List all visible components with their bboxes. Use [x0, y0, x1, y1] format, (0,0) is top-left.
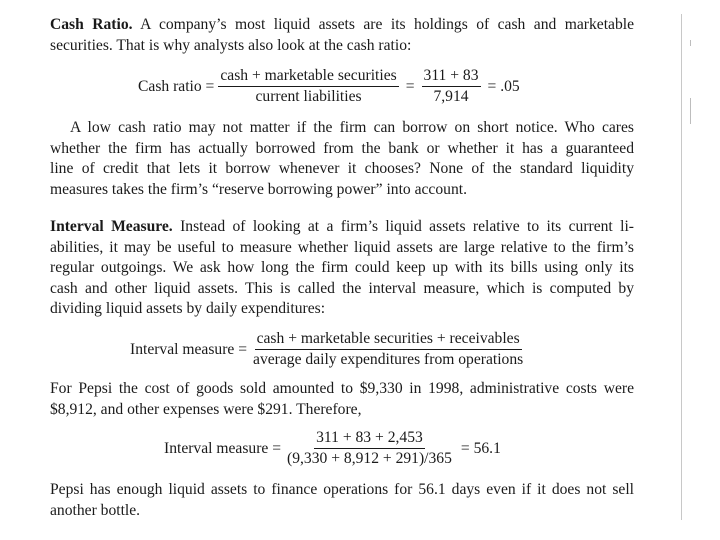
- equation-label: Interval measure =: [130, 340, 248, 358]
- pepsi-values-fraction: [285, 429, 454, 468]
- equation-label: Cash ratio =: [138, 77, 215, 95]
- fraction-denominator: 7,914: [433, 88, 469, 105]
- cash-ratio-followup: A low cash ratio may not matter if the firm can borrow on short notice. Who cares whether the firm has actually borrowed from the bank or whether it has a guaranteed line of credit that lets it borrow whenever it chooses? None of the standard liquidity measures takes the firm’s “reserve borrowing power” into account.: [50, 119, 634, 198]
- cash-ratio-intro: Cash Ratio. A company’s most liquid assets are its holdings of cash and marketable securities. That is why analysts also look at the cash ratio:: [50, 16, 635, 54]
- cash-ratio-values-fraction: [422, 67, 481, 106]
- fraction-denominator: current liabilities: [255, 88, 362, 105]
- fraction-denominator: average daily expenditures from operations: [253, 351, 524, 368]
- page-edge-mark: [690, 40, 691, 46]
- fraction-numerator: cash + marketable securities: [218, 67, 398, 87]
- cash-ratio-heading: Cash Ratio.: [50, 16, 133, 33]
- interval-measure-formula-fraction: [251, 330, 525, 369]
- fraction-numerator: 311 + 83: [422, 67, 481, 87]
- interval-measure-intro: Interval Measure. Instead of looking at a firm’s liquid assets relative to its current li- abilities, it may be useful to measure whether liquid assets are large relative to the firm’s regular outgoings. We ask how long the firm could keep up with its bills using only its cash and other liquid assets. This is called the interval measure, which is computed by dividing liquid assets by daily expenditures:: [50, 218, 634, 318]
- equation-result: = .05: [487, 77, 520, 95]
- equals-sign: =: [405, 77, 415, 95]
- cash-ratio-formula-fraction: [218, 67, 398, 106]
- page-edge-mark: [690, 98, 691, 124]
- cash-ratio-equation: [138, 67, 523, 106]
- pepsi-interval-equation: [164, 429, 504, 468]
- equation-result: = 56.1: [460, 439, 501, 457]
- pepsi-conclusion: Pepsi has enough liquid assets to finance operations for 56.1 days even if it does not sell another bottle.: [50, 481, 634, 519]
- interval-measure-heading: Interval Measure.: [50, 218, 173, 235]
- equation-label: Interval measure =: [164, 439, 282, 457]
- pepsi-paragraph: For Pepsi the cost of goods sold amounted to $9,330 in 1998, administrative costs were $8,912, and other expenses were $291. Therefore,: [50, 380, 634, 418]
- fraction-numerator: 311 + 83 + 2,453: [314, 429, 425, 449]
- fraction-numerator: cash + marketable securities + receivables: [255, 330, 522, 350]
- page-edge-line: [681, 14, 682, 520]
- interval-measure-equation: [130, 330, 529, 369]
- fraction-denominator: (9,330 + 8,912 + 291)/365: [287, 450, 452, 467]
